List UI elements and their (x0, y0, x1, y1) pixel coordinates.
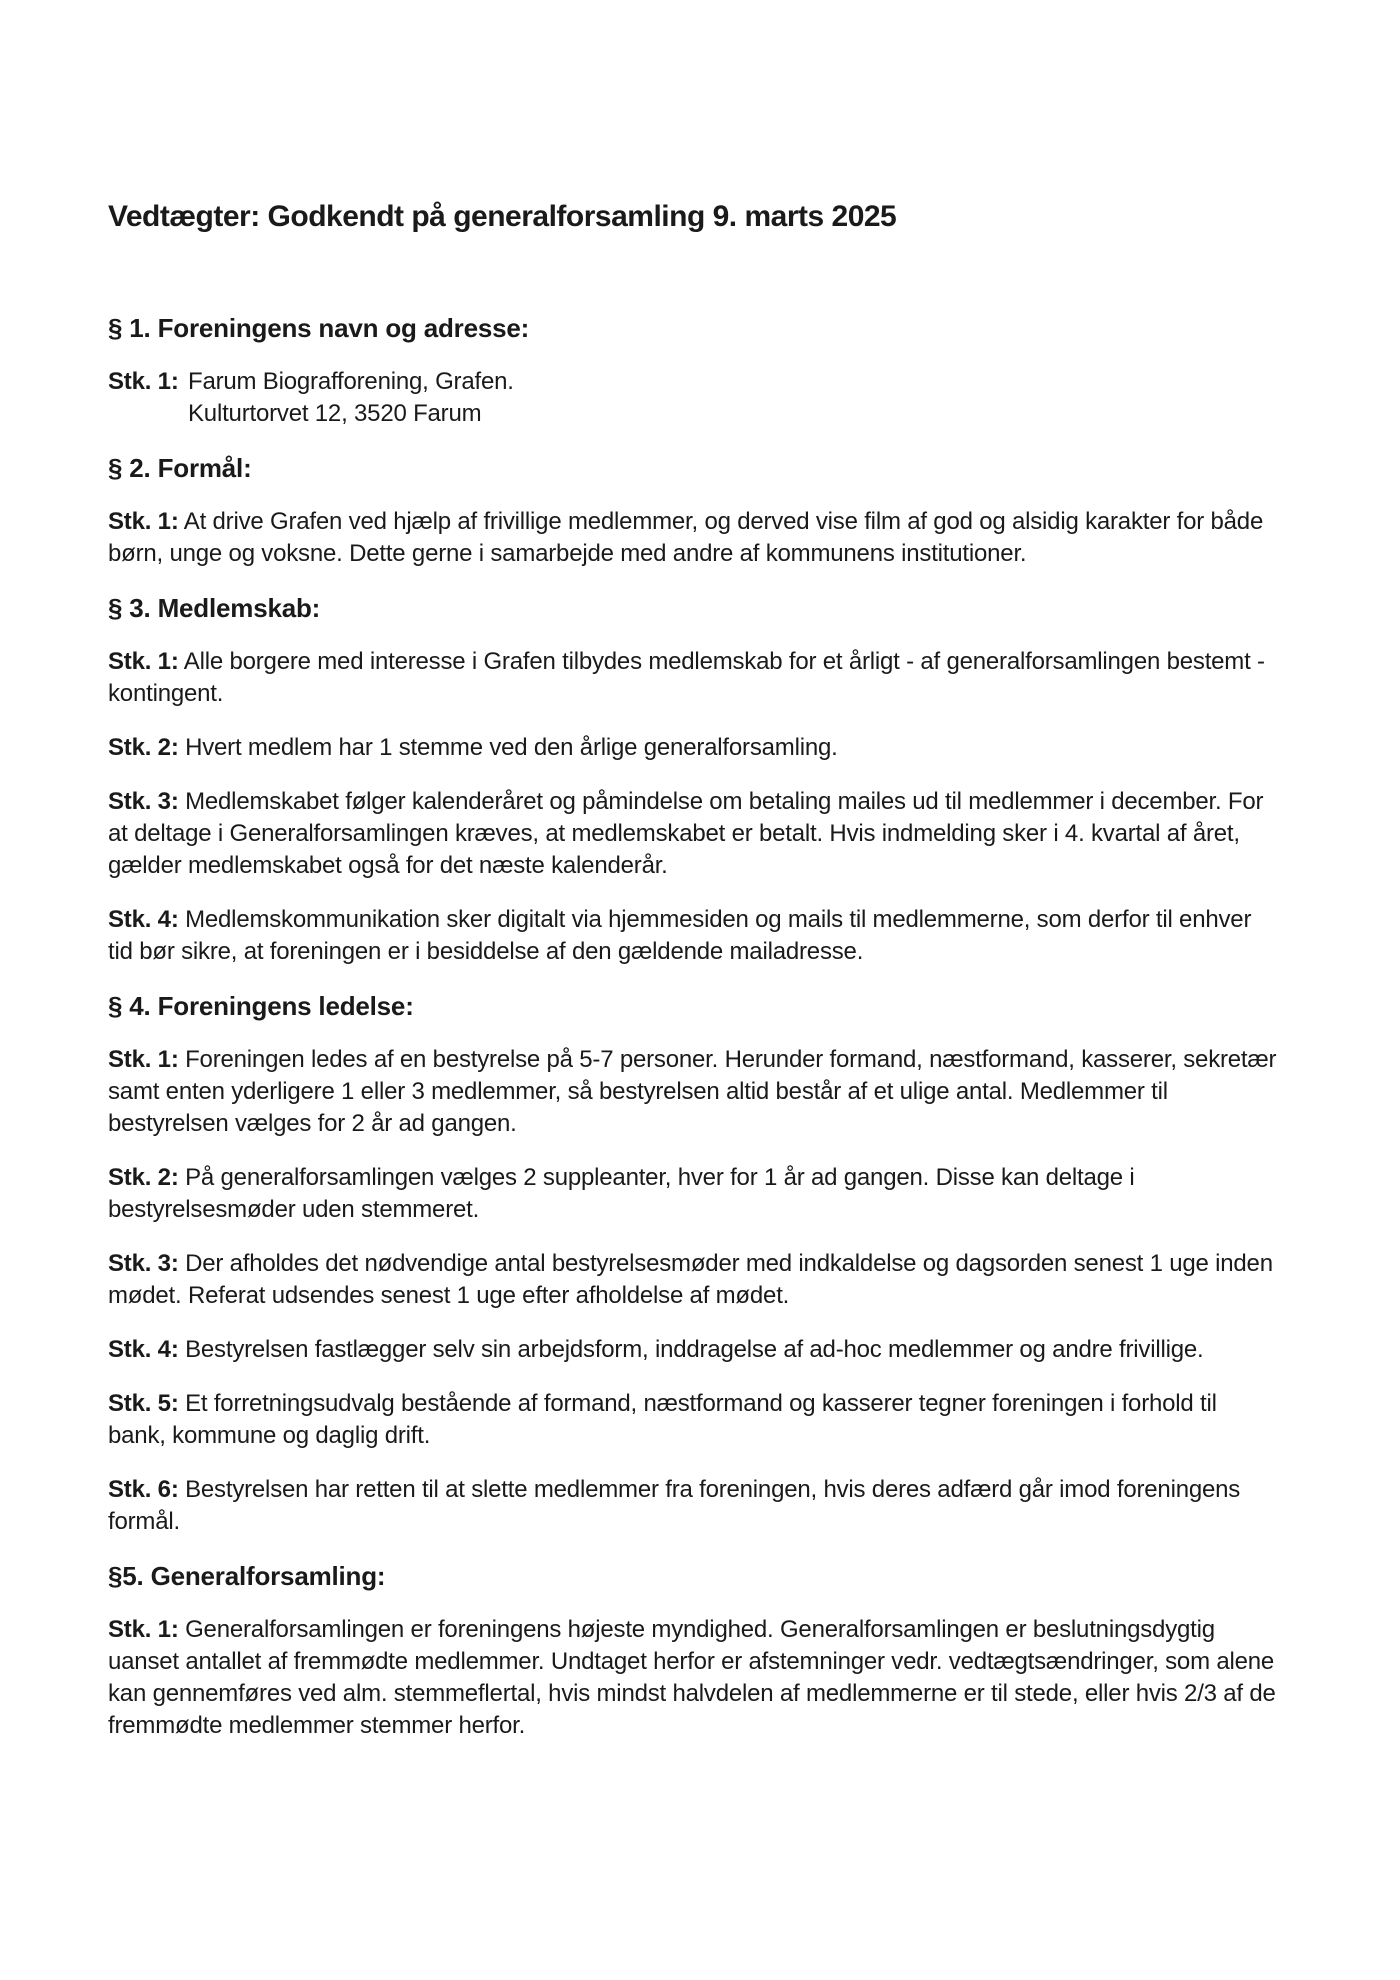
section-5-heading: §5. Generalforsamling: (108, 1561, 386, 1591)
paragraph-text: Der afholdes det nødvendige antal bestyrelsesmøder med indkaldelse og dagsorden senest 1 uge inden mødet. Referat udsendes senest 1 uge efter afholdelse af mødet. (108, 1250, 1273, 1309)
section-4-heading: § 4. Foreningens ledelse: (108, 991, 414, 1021)
section-1-stk-1 (108, 366, 1280, 430)
stk-label: Stk. 1: (108, 508, 179, 535)
paragraph-text: Hvert medlem har 1 stemme ved den årlige generalforsamling. (185, 734, 838, 761)
association-address: Kulturtorvet 12, 3520 Farum (188, 400, 482, 427)
paragraph-text: Alle borgere med interesse i Grafen tilbydes medlemskab for et årligt - af generalforsamlingen bestemt - kontingent. (108, 648, 1265, 707)
section-2-heading: § 2. Formål: (108, 453, 252, 483)
section-4-stk-4 (108, 1334, 1280, 1366)
stk-label: Stk. 2: (108, 734, 179, 761)
section-3 (108, 592, 1280, 968)
paragraph-text: Et forretningsudvalg bestående af formand, næstformand og kasserer tegner foreningen i forhold til bank, kommune og daglig drift. (108, 1390, 1217, 1449)
section-4-stk-6 (108, 1474, 1280, 1538)
section-4-stk-5 (108, 1388, 1280, 1452)
section-4-stk-2 (108, 1162, 1280, 1226)
stk-label: Stk. 1: (108, 368, 179, 395)
paragraph-text: At drive Grafen ved hjælp af frivillige medlemmer, og derved vise film af god og alsidig karakter for både børn, unge og voksne. Dette gerne i samarbejde med andre af kommunens institutioner. (108, 508, 1264, 567)
document-title: Vedtægter: Godkendt på generalforsamling 9. marts 2025 (108, 200, 897, 233)
paragraph-text: Foreningen ledes af en bestyrelse på 5-7 personer. Herunder formand, næstformand, kasserer, sekretær samt enten yderligere 1 eller 3 medlemmer, så bestyrelsen altid består af et ulige antal. Medlemmer til bestyrelsen vælges for 2 år ad gangen. (108, 1046, 1277, 1137)
section-3-stk-2 (108, 732, 1280, 764)
stk-label: Stk. 2: (108, 1164, 179, 1191)
section-3-heading: § 3. Medlemskab: (108, 593, 321, 623)
association-name: Farum Biografforening, Grafen. (188, 368, 514, 395)
stk-label: Stk. 3: (108, 788, 179, 815)
section-1-heading: § 1. Foreningens navn og adresse: (108, 313, 530, 343)
stk-label: Stk. 1: (108, 1616, 179, 1643)
section-2-stk-1 (108, 506, 1280, 570)
section-3-stk-1 (108, 646, 1280, 710)
section-3-stk-3 (108, 786, 1280, 882)
stk-label: Stk. 5: (108, 1390, 179, 1417)
stk-label: Stk. 4: (108, 906, 179, 933)
paragraph-text: Bestyrelsen har retten til at slette medlemmer fra foreningen, hvis deres adfærd går imod foreningens formål. (108, 1476, 1241, 1535)
section-4 (108, 990, 1280, 1538)
section-2 (108, 452, 1280, 570)
stk-label: Stk. 1: (108, 1046, 179, 1073)
paragraph-text: På generalforsamlingen vælges 2 suppleanter, hver for 1 år ad gangen. Disse kan deltage i bestyrelsesmøder uden stemmeret. (108, 1164, 1135, 1223)
section-3-stk-4 (108, 904, 1280, 968)
section-5 (108, 1560, 1280, 1742)
stk-label: Stk. 4: (108, 1336, 179, 1363)
document-content (108, 198, 1280, 1764)
section-4-stk-3 (108, 1248, 1280, 1312)
paragraph-text: Medlemskommunikation sker digitalt via hjemmesiden og mails til medlemmerne, som derfor til enhver tid bør sikre, at foreningen er i besiddelse af den gældende mailadresse. (108, 906, 1252, 965)
paragraph-text: Bestyrelsen fastlægger selv sin arbejdsform, inddragelse af ad-hoc medlemmer og andre frivillige. (185, 1336, 1204, 1363)
stk-label: Stk. 1: (108, 648, 179, 675)
section-4-stk-1 (108, 1044, 1280, 1140)
stk-label: Stk. 3: (108, 1250, 179, 1277)
section-5-stk-1 (108, 1614, 1280, 1742)
paragraph-text: Generalforsamlingen er foreningens højeste myndighed. Generalforsamlingen er beslutningsdygtig uanset antallet af fremmødte medlemmer. Undtaget herfor er afstemninger vedr. vedtægtsændringer, som alene kan gennemføres ved alm. stemmeflertal, hvis mindst halvdelen af medlemmerne er til stede, eller hvis 2/3 af de fremmødte medlemmer stemmer herfor. (108, 1616, 1276, 1739)
paragraph-text: Medlemskabet følger kalenderåret og påmindelse om betaling mailes ud til medlemmer i december. For at deltage i Generalforsamlingen kræves, at medlemskabet er betalt. Hvis indmelding sker i 4. kvartal af året, gælder medlemskabet også for det næste kalenderår. (108, 788, 1264, 879)
section-1 (108, 312, 1280, 430)
stk-label: Stk. 6: (108, 1476, 179, 1503)
